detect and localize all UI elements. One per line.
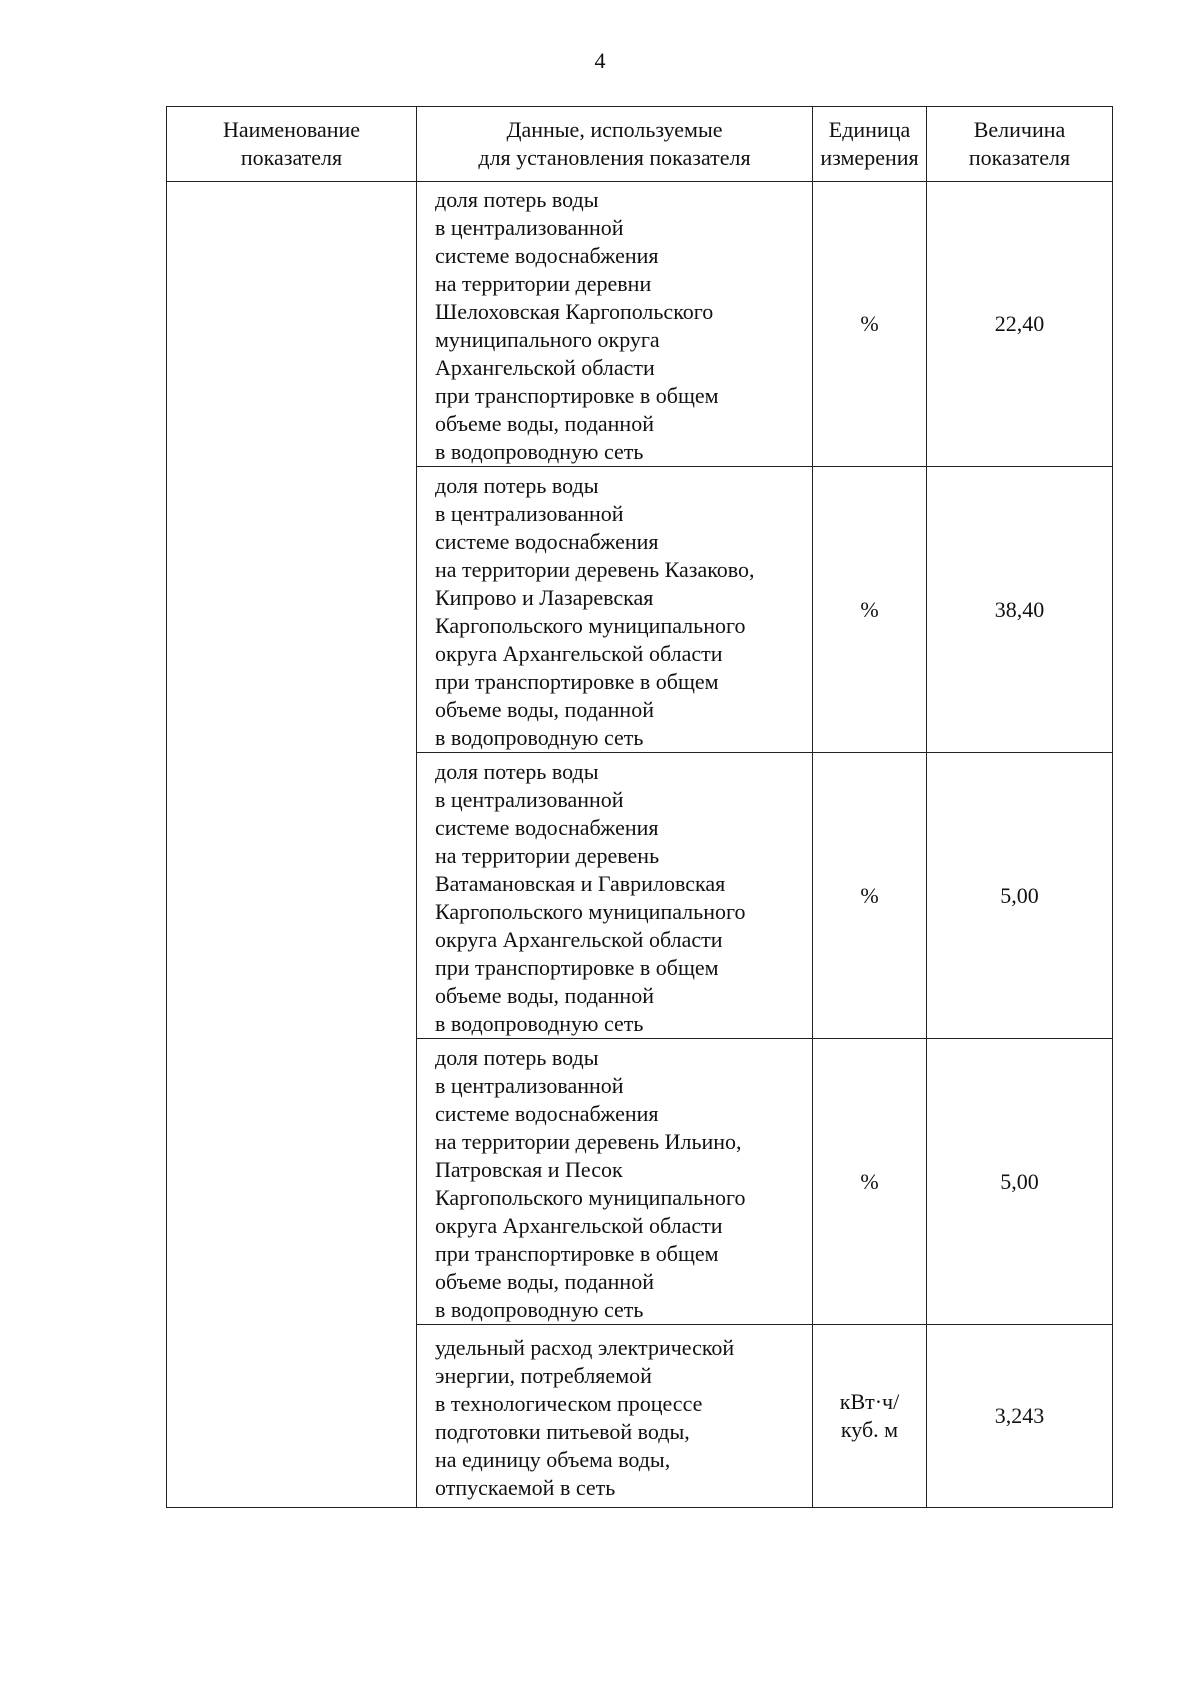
source-data-line: при транспортировке в общем xyxy=(435,954,719,980)
source-data-line: в водопроводную сеть xyxy=(435,1010,644,1036)
source-data-line: объеме воды, поданной xyxy=(435,411,654,436)
source-data-cell xyxy=(417,1039,813,1325)
unit-line: кВт·ч/ xyxy=(839,1389,900,1414)
unit-cell xyxy=(813,753,927,1039)
source-data-line: при транспортировке в общем xyxy=(435,383,719,408)
source-data-line: доля потерь воды xyxy=(435,187,599,212)
source-data-line: на территории деревень Казаково, xyxy=(435,556,755,582)
indicators-table xyxy=(166,106,1113,1508)
source-data-line: муниципального округа xyxy=(435,327,660,352)
source-data-cell xyxy=(417,467,813,753)
source-data-line: объеме воды, поданной xyxy=(435,1268,654,1294)
indicator-name-cell xyxy=(167,182,417,1508)
source-data-line: округа Архангельской области xyxy=(435,640,723,666)
header-unit: Единица измерения xyxy=(813,107,927,182)
source-data-line: в водопроводную сеть xyxy=(435,724,644,750)
source-data-line: в централизованной xyxy=(435,500,624,526)
unit-line: % xyxy=(860,882,879,908)
header-source-data: Данные, используемые для установления показателя xyxy=(417,107,813,182)
source-data-line: Каргопольского муниципального xyxy=(435,898,746,924)
source-data-line: в централизованной xyxy=(435,1072,624,1098)
source-data-cell xyxy=(417,1325,813,1508)
source-data-line: системе водоснабжения xyxy=(435,1100,659,1126)
value-cell: 3,243 xyxy=(927,1325,1113,1508)
header-value: Величина показателя xyxy=(927,107,1113,182)
source-data-line: удельный расход электрической xyxy=(435,1335,735,1360)
source-data-line: в технологическом процессе xyxy=(435,1391,703,1416)
source-data-line: Шелоховская Каргопольского xyxy=(435,299,714,324)
value-cell: 22,40 xyxy=(927,182,1113,467)
table-header-row xyxy=(167,107,1113,182)
source-data-line: доля потерь воды xyxy=(435,472,599,498)
source-data-line: в водопроводную сеть xyxy=(435,439,644,464)
source-data-line: Каргопольского муниципального xyxy=(435,1184,746,1210)
source-data-line: энергии, потребляемой xyxy=(435,1363,652,1388)
unit-cell xyxy=(813,182,927,467)
source-data-line: при транспортировке в общем xyxy=(435,668,719,694)
unit-line: % xyxy=(860,596,879,622)
table-row xyxy=(167,182,1113,467)
source-data-line: при транспортировке в общем xyxy=(435,1240,719,1266)
unit-line: куб. м xyxy=(840,1417,899,1442)
unit-line: % xyxy=(860,311,879,336)
source-data-line: системе водоснабжения xyxy=(435,528,659,554)
source-data-line: в централизованной xyxy=(435,215,624,240)
source-data-line: в централизованной xyxy=(435,786,624,812)
page-number: 4 xyxy=(594,48,606,73)
source-data-line: объеме воды, поданной xyxy=(435,982,654,1008)
source-data-line: объеме воды, поданной xyxy=(435,696,654,722)
source-data-line: округа Архангельской области xyxy=(435,926,723,952)
value-cell: 38,40 xyxy=(927,467,1113,753)
unit-cell xyxy=(813,467,927,753)
source-data-line: Ватамановская и Гавриловская xyxy=(435,870,726,896)
source-data-line: на единицу объема воды, xyxy=(435,1447,671,1472)
header-indicator-name: Наименование показателя xyxy=(167,107,417,182)
source-data-line: отпускаемой в сеть xyxy=(435,1475,616,1500)
source-data-cell xyxy=(417,182,813,467)
unit-cell xyxy=(813,1325,927,1508)
value-cell: 5,00 xyxy=(927,753,1113,1039)
source-data-line: системе водоснабжения xyxy=(435,814,659,840)
source-data-line: на территории деревень Ильино, xyxy=(435,1128,742,1154)
source-data-line: в водопроводную сеть xyxy=(435,1296,644,1322)
source-data-line: подготовки питьевой воды, xyxy=(435,1419,690,1444)
source-data-line: на территории деревень xyxy=(435,842,660,868)
source-data-line: системе водоснабжения xyxy=(435,243,659,268)
source-data-line: Патровская и Песок xyxy=(435,1156,623,1182)
source-data-cell xyxy=(417,753,813,1039)
source-data-line: Архангельской области xyxy=(435,355,655,380)
source-data-line: доля потерь воды xyxy=(435,758,599,784)
unit-cell xyxy=(813,1039,927,1325)
source-data-line: Каргопольского муниципального xyxy=(435,612,746,638)
source-data-line: Кипрово и Лазаревская xyxy=(435,584,654,610)
source-data-line: доля потерь воды xyxy=(435,1044,599,1070)
source-data-line: округа Архангельской области xyxy=(435,1212,723,1238)
value-cell: 5,00 xyxy=(927,1039,1113,1325)
unit-line: % xyxy=(860,1168,879,1194)
source-data-line: на территории деревни xyxy=(435,271,652,296)
